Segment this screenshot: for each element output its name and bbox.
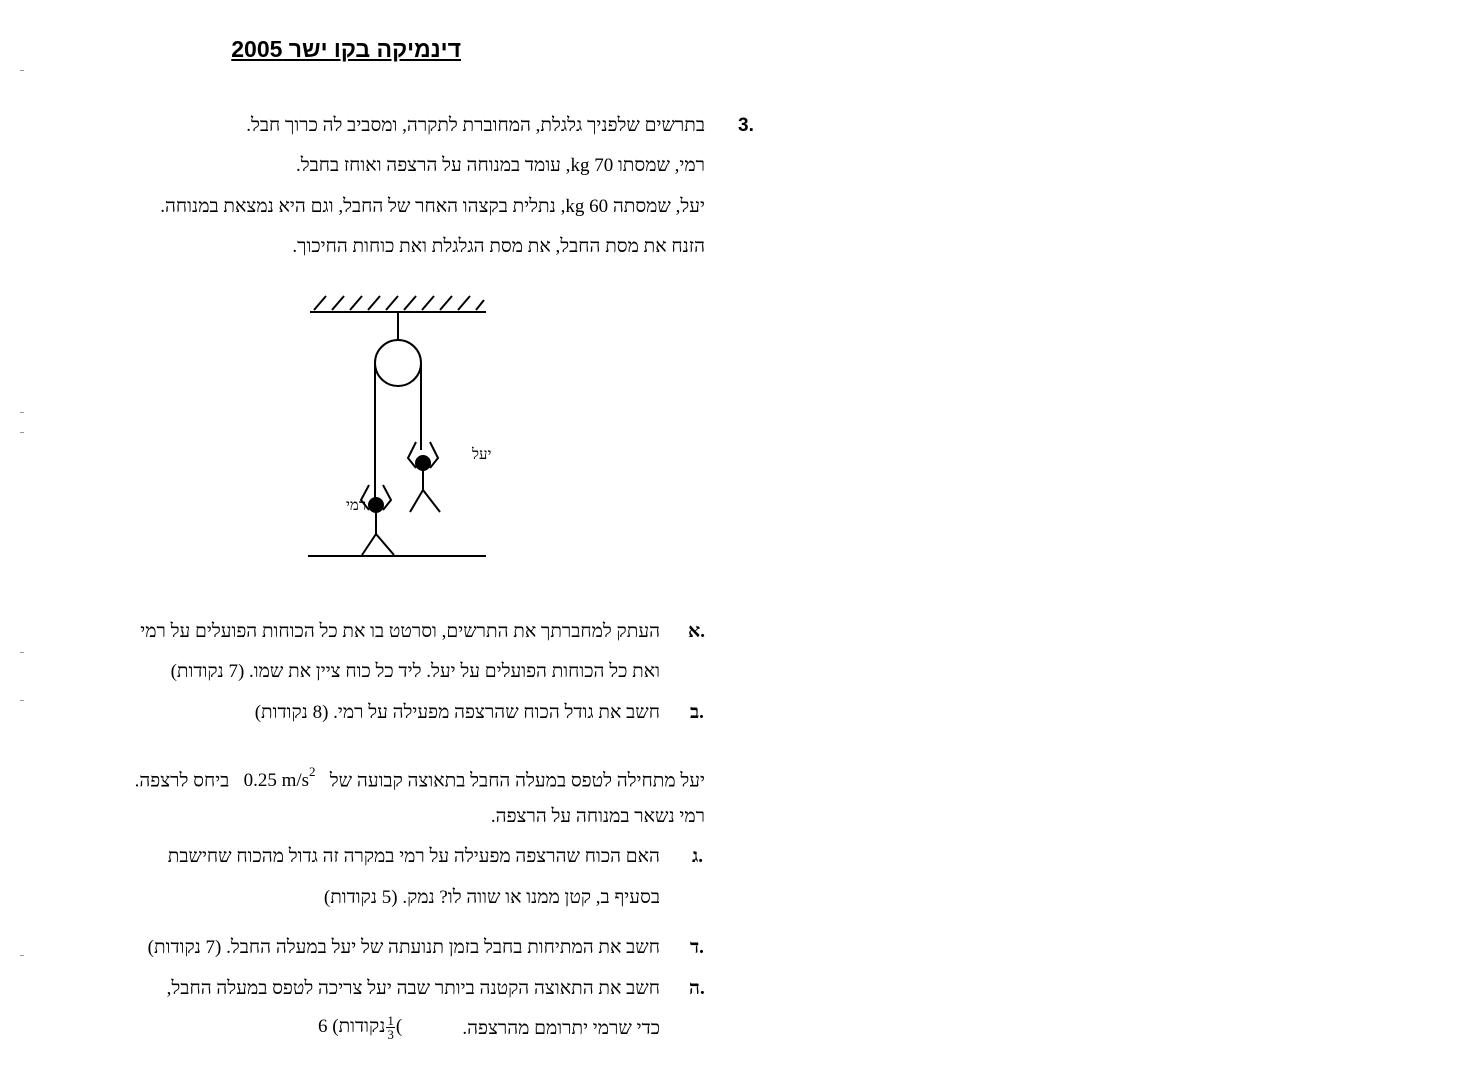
- acceleration-text-before: יעל מתחילה לטפס במעלה החבל בתאוצה קבועה של: [329, 770, 705, 792]
- acceleration-text-after: ביחס לרצפה.: [134, 770, 230, 792]
- part-b-label: ב.: [690, 702, 704, 723]
- part-b-line-1: חשב את גודל הכוח שהרצפה מפעילה על רמי. (8 נקודות): [254, 702, 660, 723]
- margin-mark: [20, 955, 24, 956]
- intro-line-1: בתרשים שלפניך גלגלת, המחוברת לתקרה, ומסביב לה כרוך חבל.: [246, 115, 705, 136]
- label-yael: יעל: [472, 447, 492, 463]
- question-number: 3.: [738, 115, 754, 136]
- margin-mark: [20, 70, 24, 71]
- part-a-line-2: ואת כל הכוחות הפועלים על יעל. ליד כל כוח ציין את שמו. (7 נקודות): [170, 661, 660, 682]
- yael-figure: [408, 442, 440, 512]
- part-c-label: ג.: [692, 846, 704, 867]
- intro-line-4: הזנח את מסת החבל, את מסת הגלגלת ואת כוחות החיכוך.: [292, 236, 705, 257]
- label-rami: רמי: [346, 498, 367, 514]
- part-d-label: ד.: [690, 937, 704, 958]
- part-e-points: [318, 1014, 402, 1041]
- part-d-line-1: חשב את המתיחות בחבל בזמן תנועתה של יעל במעלה החבל. (7 נקודות): [147, 937, 660, 958]
- rami-rest-line: רמי נשאר במנוחה על הרצפה.: [490, 806, 705, 827]
- part-c-line-1: האם הכוח שהרצפה מפעילה על רמי במקרה זה גדול מהכוח שחישבת: [167, 846, 660, 867]
- part-a-label: א.: [688, 621, 705, 642]
- intro-line-3: יעל, שמסתה 60 kg, נתלית בקצהו האחר של החבל, וגם היא נמצאת במנוחה.: [160, 196, 705, 217]
- pulley-wheel: [375, 340, 421, 386]
- part-e-line-1: חשב את התאוצה הקטנה ביותר שבה יעל צריכה לטפס במעלה החבל,: [166, 978, 660, 999]
- ceiling-hatching: [310, 296, 486, 312]
- margin-mark: [20, 412, 24, 413]
- acceleration-statement: [135, 763, 705, 793]
- margin-mark: [20, 432, 24, 433]
- pulley-diagram: [300, 290, 500, 565]
- margin-mark: [20, 700, 24, 701]
- points-fraction: $\frac{1}{3}$: [387, 1013, 394, 1042]
- rami-figure: [361, 485, 394, 555]
- points-open-paren: (: [395, 1015, 403, 1037]
- points-whole: 6: [318, 1015, 328, 1037]
- part-c-line-2: בסעיף ב, קטן ממנו או שווה לו? נמק. (5 נקודות): [323, 887, 660, 908]
- page-title: דינמיקה בקו ישר 2005: [231, 36, 461, 62]
- part-e-line-2: כדי שרמי יתרומם מהרצפה.: [462, 1018, 660, 1039]
- part-e-label: ה.: [689, 978, 705, 999]
- margin-mark: [20, 652, 24, 653]
- points-word: נקודות): [332, 1015, 386, 1037]
- intro-line-2: רמי, שמסתו 70 kg, עומד במנוחה על הרצפה ואוחז בחבל.: [295, 155, 705, 176]
- acceleration-value: 0.25 $m/s^2$: [243, 764, 316, 792]
- part-a-line-1: העתק למחברתך את התרשים, וסרטט בו את כל הכוחות הפועלים על רמי: [140, 621, 660, 642]
